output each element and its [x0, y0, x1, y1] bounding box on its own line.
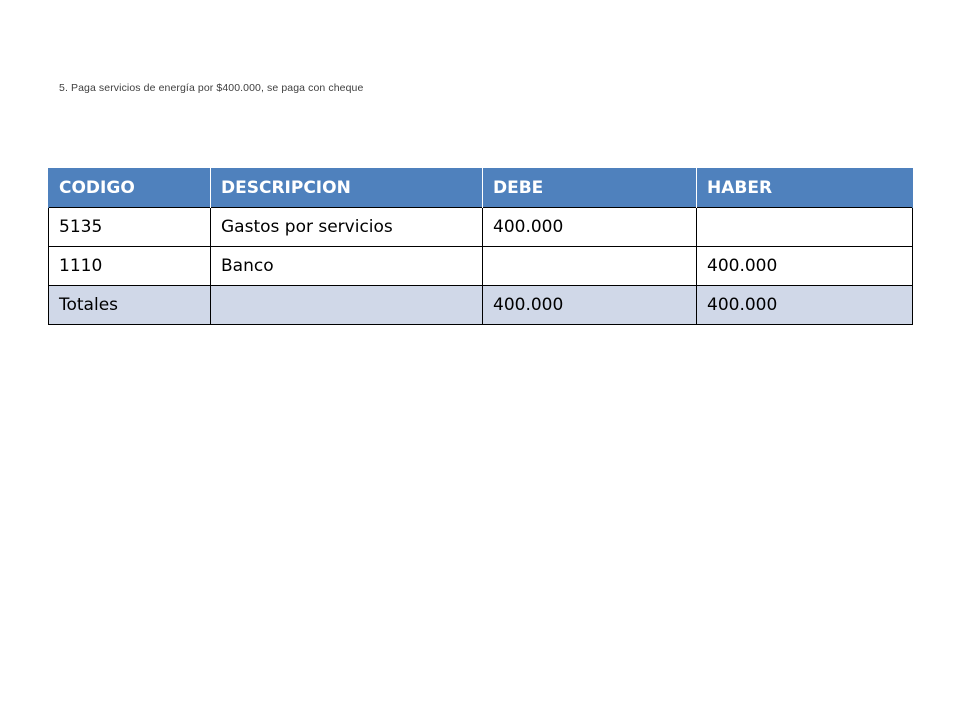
- cell-codigo: 5135: [49, 208, 211, 247]
- cell-codigo: 1110: [49, 247, 211, 286]
- header-descripcion: DESCRIPCION: [211, 168, 483, 208]
- totals-label: Totales: [49, 286, 211, 325]
- cell-haber: 400.000: [697, 247, 913, 286]
- totals-row: [49, 286, 913, 325]
- header-debe: DEBE: [483, 168, 697, 208]
- table-row: [49, 247, 913, 286]
- journal-entry-table: [48, 168, 913, 325]
- totals-haber: 400.000: [697, 286, 913, 325]
- cell-debe: 400.000: [483, 208, 697, 247]
- header-row: [49, 168, 913, 208]
- table-row: [49, 208, 913, 247]
- totals-descripcion: [211, 286, 483, 325]
- cell-haber: [697, 208, 913, 247]
- totals-debe: 400.000: [483, 286, 697, 325]
- header-haber: HABER: [697, 168, 913, 208]
- header-codigo: CODIGO: [49, 168, 211, 208]
- cell-descripcion: Banco: [211, 247, 483, 286]
- cell-debe: [483, 247, 697, 286]
- exercise-caption: 5. Paga servicios de energía por $400.000, se paga con cheque: [59, 82, 364, 94]
- cell-descripcion: Gastos por servicios: [211, 208, 483, 247]
